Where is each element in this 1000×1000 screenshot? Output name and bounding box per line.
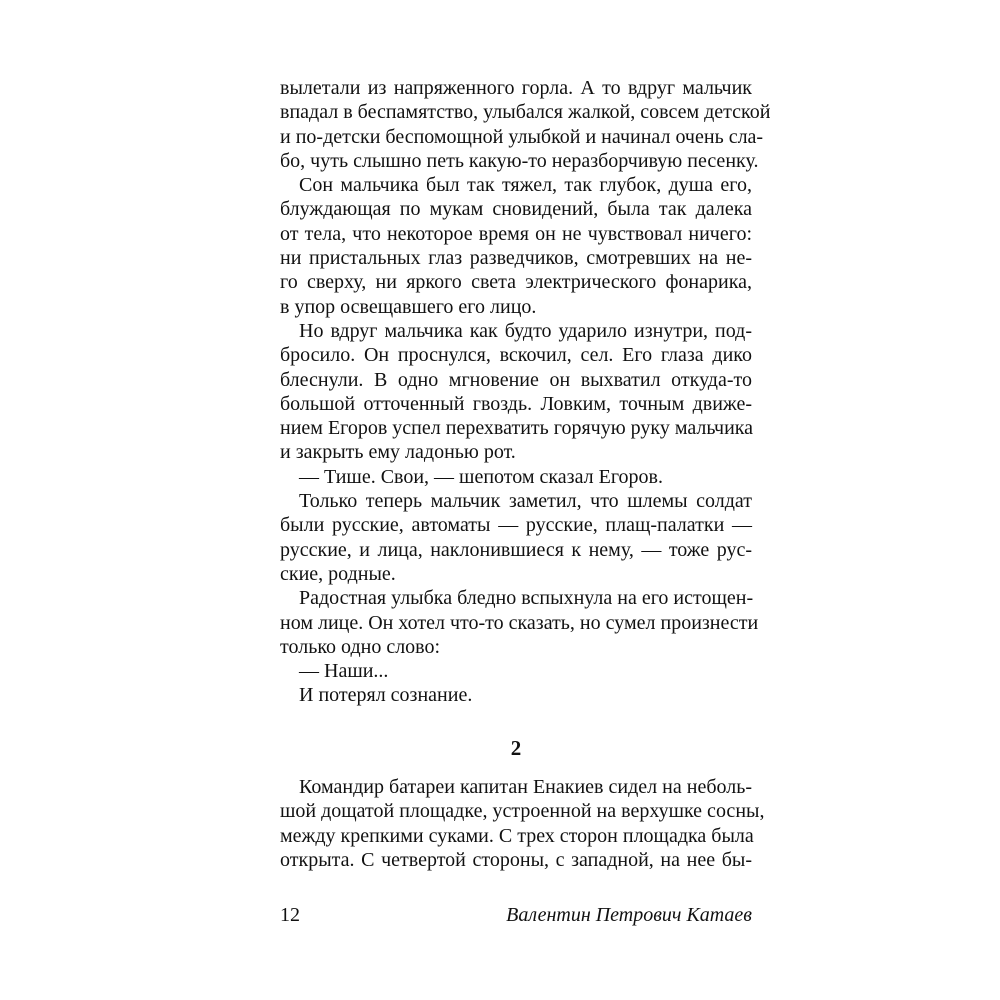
- text-line: ни пристальных глаз разведчиков, смотревших на не-: [280, 247, 752, 270]
- text-line: блеснули. В одно мгновение он выхватил откуда-то: [280, 368, 752, 391]
- text-line: бо, чуть слышно петь какую-то неразборчивую песенку.: [280, 149, 759, 172]
- paragraph-first-line: Но вдруг мальчика как будто ударило изнутри, под-: [299, 319, 752, 342]
- main-text-block: [280, 76, 771, 708]
- text-line: большой отточенный гвоздь. Ловким, точным движе-: [280, 392, 752, 415]
- text-line: и закрыть ему ладонью рот.: [280, 441, 516, 464]
- page-number: 12: [280, 904, 300, 926]
- text-line: блуждающая по мукам сновидений, была так далека: [280, 198, 752, 221]
- text-line: бросило. Он проснулся, вскочил, сел. Его глаза дико: [280, 344, 752, 367]
- text-line: между крепкими суками. С трех сторон площадка была: [280, 824, 754, 847]
- text-line: в упор освещавшего его лицо.: [280, 295, 537, 318]
- page-footer: [280, 902, 752, 928]
- paragraph-first-line: Только теперь мальчик заметил, что шлемы солдат: [299, 490, 752, 513]
- text-line: впадал в беспамятство, улыбался жалкой, совсем детской: [280, 101, 771, 124]
- text-line: и по-детски беспомощной улыбкой и начинал очень сла-: [280, 125, 764, 148]
- text-line: только одно слово:: [280, 635, 441, 658]
- chapter-heading: 2: [510, 736, 522, 760]
- paragraph-first-line: Командир батареи капитан Енакиев сидел на неболь-: [299, 776, 752, 798]
- paragraph-first-line: И потерял сознание.: [299, 684, 473, 707]
- running-title: Валентин Петрович Катаев: [506, 904, 752, 926]
- text-line: вылетали из напряженного горла. А то вдруг мальчик: [280, 77, 752, 99]
- text-line: русские, и лица, наклонившиеся к нему, — тоже рус-: [280, 538, 752, 561]
- chapter-text-block: [280, 775, 765, 872]
- text-line: шой дощатой площадке, устроенной на верхушке сосны,: [280, 800, 765, 823]
- dialogue-line: — Тише. Свои, — шепотом сказал Егоров.: [299, 465, 663, 488]
- dialogue-line: — Наши...: [299, 660, 389, 683]
- text-line: го сверху, ни яркого света электрического фонарика,: [280, 271, 752, 294]
- text-line: открыта. С четвертой стороны, с западной, на нее бы-: [280, 848, 752, 871]
- text-line: были русские, автоматы — русские, плащ-палатки —: [280, 514, 752, 537]
- text-line: ские, родные.: [280, 562, 396, 585]
- paragraph-first-line: Радостная улыбка бледно вспыхнула на его истощен-: [299, 587, 754, 610]
- text-line: от тела, что некоторое время он не чувствовал ничего:: [280, 222, 752, 245]
- text-line: ном лице. Он хотел что-то сказать, но сумел произнести: [280, 611, 759, 634]
- paragraph-first-line: Сон мальчика был так тяжел, так глубок, душа его,: [299, 174, 752, 197]
- text-line: нием Егоров успел перехватить горячую руку мальчика: [280, 417, 754, 440]
